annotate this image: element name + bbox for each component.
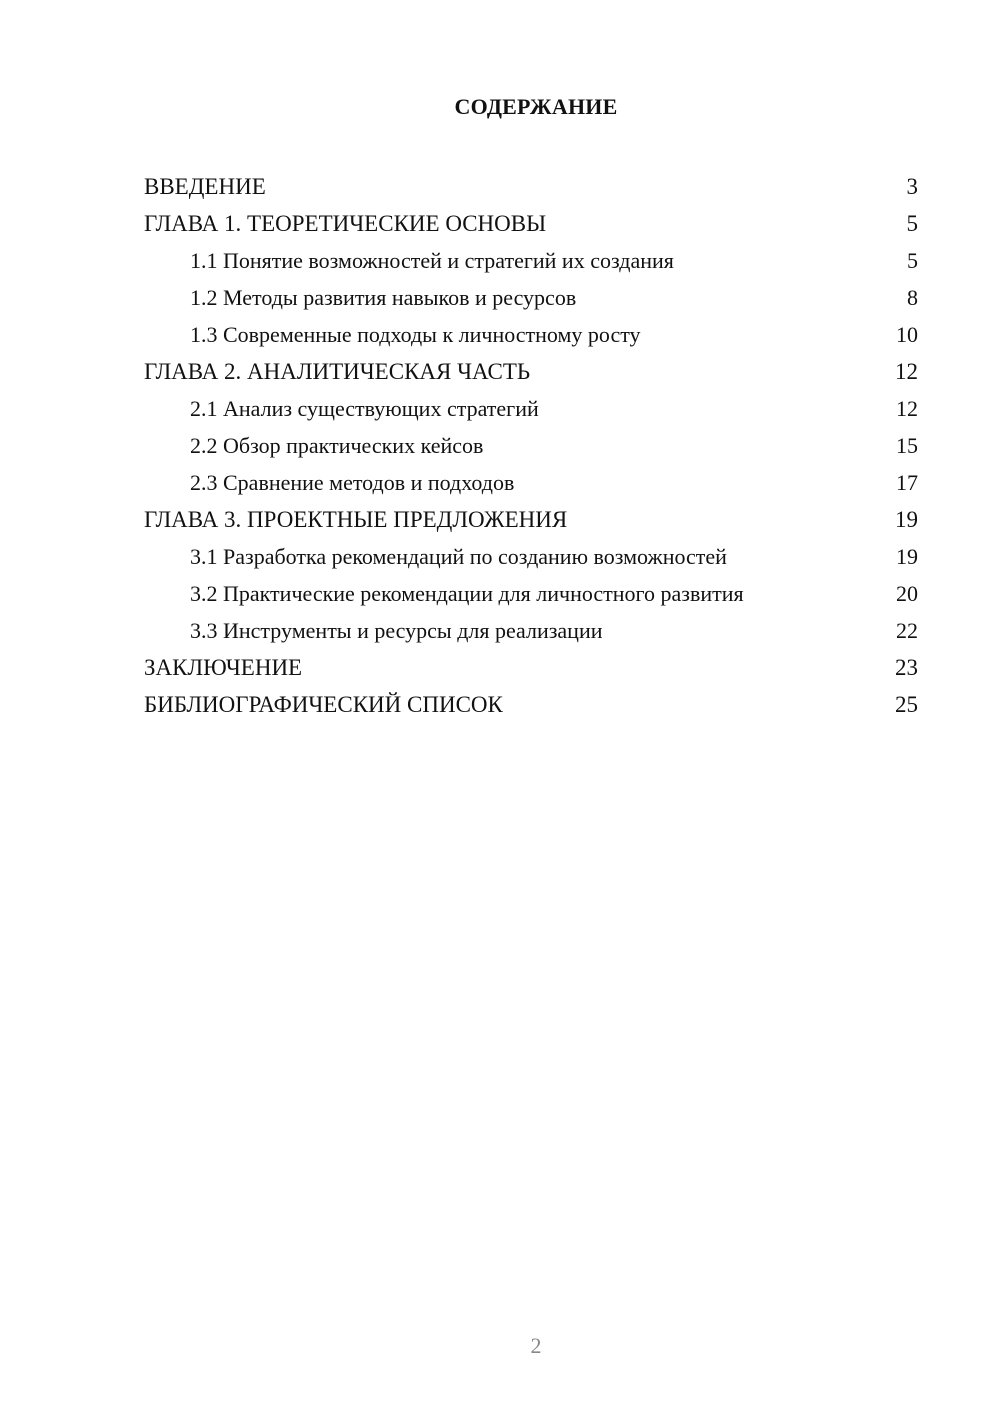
toc-entry-page: 5 [906,211,918,236]
toc-entry-page: 12 [895,359,918,384]
toc-entry-page: 8 [907,285,918,310]
toc-entry-label: ГЛАВА 1. ТЕОРЕТИЧЕСКИЕ ОСНОВЫ [144,211,547,236]
toc-entry-section-2-3[interactable] [144,464,918,501]
page-title: СОДЕРЖАНИЕ [454,94,618,119]
page-number: 2 [530,1333,542,1358]
toc-entry-page: 10 [896,322,918,347]
toc-entry-section-1-1[interactable] [144,242,918,279]
toc-entry-page: 15 [896,433,918,458]
toc-entry-label: БИБЛИОГРАФИЧЕСКИЙ СПИСОК [144,692,503,717]
toc-entry-page: 22 [896,618,918,643]
toc-entry-label: 2.2 Обзор практических кейсов [190,433,484,458]
toc-entry-section-3-2[interactable] [144,575,918,612]
toc-entry-page: 25 [895,692,918,717]
toc-entry-label: 1.1 Понятие возможностей и стратегий их создания [190,248,674,273]
toc-entry-page: 12 [896,396,918,421]
toc-entry-label: 1.2 Методы развития навыков и ресурсов [190,285,577,310]
toc-entry-label: ГЛАВА 2. АНАЛИТИЧЕСКАЯ ЧАСТЬ [144,359,531,384]
toc-entry-chapter-3[interactable] [144,501,918,538]
toc-entry-page: 20 [896,581,918,606]
toc-entry-introduction[interactable] [144,168,918,205]
toc-entry-page: 19 [896,544,918,569]
toc-entry-section-2-1[interactable] [144,390,918,427]
toc-entry-section-1-2[interactable] [144,279,918,316]
toc-entry-label: 3.2 Практические рекомендации для личностного развития [190,581,744,606]
toc-entry-label: 2.1 Анализ существующих стратегий [190,396,539,421]
toc-entry-label: ВВЕДЕНИЕ [144,174,266,199]
toc-entry-conclusion[interactable] [144,649,918,686]
toc-entry-label: 1.3 Современные подходы к личностному росту [190,322,641,347]
toc-entry-label: 3.1 Разработка рекомендаций по созданию возможностей [190,544,727,569]
toc-entry-label: 3.3 Инструменты и ресурсы для реализации [190,618,603,643]
toc-entry-section-3-1[interactable] [144,538,918,575]
toc-entry-label: ЗАКЛЮЧЕНИЕ [144,655,303,680]
toc-entry-page: 5 [907,248,918,273]
toc-entry-section-2-2[interactable] [144,427,918,464]
toc-entry-label: 2.3 Сравнение методов и подходов [190,470,515,495]
toc-entry-bibliography[interactable] [144,686,918,723]
toc-entry-label: ГЛАВА 3. ПРОЕКТНЫЕ ПРЕДЛОЖЕНИЯ [144,507,568,532]
toc-entry-section-1-3[interactable] [144,316,918,353]
toc-entry-page: 23 [895,655,918,680]
toc-entry-chapter-2[interactable] [144,353,918,390]
toc-entry-page: 3 [906,174,918,199]
toc-entry-page: 19 [895,507,918,532]
toc-entry-section-3-3[interactable] [144,612,918,649]
toc-entry-chapter-1[interactable] [144,205,918,242]
table-of-contents [144,168,918,723]
toc-entry-page: 17 [896,470,918,495]
